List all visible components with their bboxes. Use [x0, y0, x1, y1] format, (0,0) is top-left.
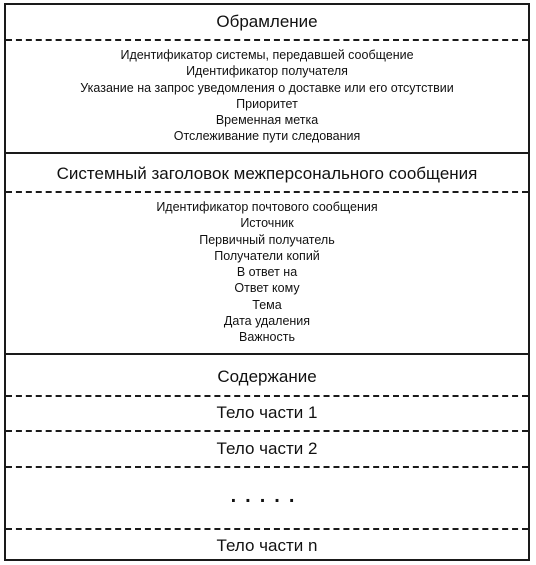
body-part-2: Тело части 2 — [216, 439, 318, 458]
message-structure-diagram — [4, 3, 530, 561]
content-title: Содержание — [217, 367, 317, 386]
header-field: Ответ кому — [234, 281, 300, 296]
envelope-section-border — [6, 152, 528, 154]
body-part-divider — [6, 528, 528, 530]
header-field: Дата удаления — [223, 314, 311, 329]
header-section-border — [6, 353, 528, 355]
header-field: Важность — [239, 330, 295, 345]
envelope-field: Приоритет — [236, 96, 298, 111]
content-title-divider — [6, 395, 528, 397]
envelope-field: Идентификатор системы, передавшей сообщение — [120, 48, 414, 62]
header-field: Получатели копий — [214, 248, 320, 263]
header-title-divider — [6, 191, 528, 193]
body-part-divider — [6, 466, 528, 468]
envelope-field: Временная метка — [215, 113, 319, 128]
envelope-fields — [6, 47, 528, 145]
header-field: Идентификатор почтового сообщения — [156, 200, 378, 214]
body-part-divider — [6, 430, 528, 432]
envelope-field: Идентификатор получателя — [186, 64, 348, 79]
header-field: Первичный получатель — [199, 232, 335, 247]
body-part-n: Тело части n — [216, 536, 318, 555]
envelope-field: Отслеживание пути следования — [173, 129, 361, 144]
envelope-title: Обрамление — [216, 12, 318, 31]
header-field: В ответ на — [236, 265, 298, 280]
envelope-field: Указание на запрос уведомления о доставке или его отсутствии — [80, 80, 454, 95]
body-parts-ellipsis: ..... — [230, 485, 304, 507]
body-part-1: Тело части 1 — [216, 403, 318, 422]
header-field: Источник — [240, 216, 294, 231]
header-title: Системный заголовок межперсонального сообщения — [56, 164, 478, 183]
header-fields — [6, 199, 528, 346]
envelope-title-divider — [6, 39, 528, 41]
header-field: Тема — [252, 297, 282, 312]
